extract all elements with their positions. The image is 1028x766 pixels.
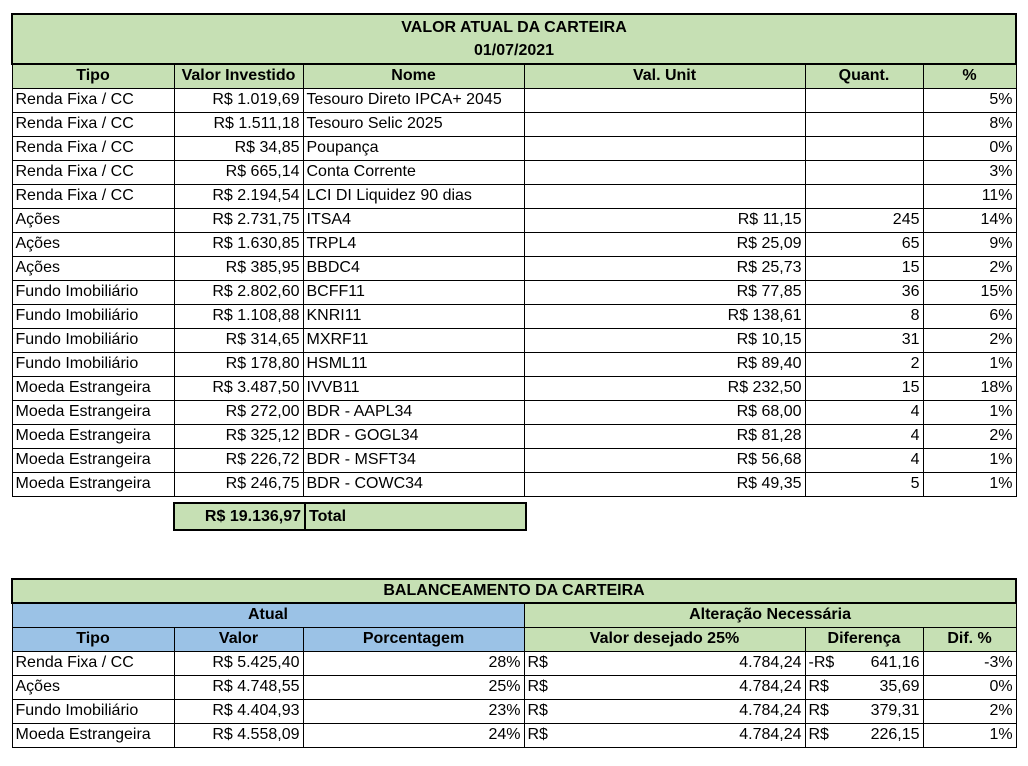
- table-row: [12, 280, 1016, 304]
- group-atual: Atual: [12, 603, 524, 627]
- cell-valor-investido: R$ 3.487,50: [174, 376, 303, 400]
- cell-quant: 15: [805, 376, 923, 400]
- cell-valor: R$ 5.425,40: [174, 651, 303, 675]
- cell-valor-desejado-amount: 4.784,24: [739, 678, 802, 695]
- cell-percent: 14%: [923, 208, 1016, 232]
- total-value: R$ 19.136,97: [174, 503, 305, 530]
- header-valor-investido: Valor Investido: [174, 64, 303, 88]
- cell-quant: 4: [805, 400, 923, 424]
- cell-val-unit: R$ 56,68: [524, 448, 805, 472]
- cell-val-unit: R$ 68,00: [524, 400, 805, 424]
- cell-tipo: Ações: [12, 675, 174, 699]
- cell-percent: 1%: [923, 400, 1016, 424]
- cell-val-unit: R$ 232,50: [524, 376, 805, 400]
- portfolio-title-cell: [12, 14, 1016, 64]
- header-valor: Valor: [174, 627, 303, 651]
- header-porcentagem: Porcentagem: [303, 627, 524, 651]
- cell-quant: 2: [805, 352, 923, 376]
- cell-tipo: Fundo Imobiliário: [12, 699, 174, 723]
- cell-quant: 4: [805, 448, 923, 472]
- cell-diferenca: [805, 675, 923, 699]
- rebalance-title: BALANCEAMENTO DA CARTEIRA: [12, 579, 1016, 603]
- cell-tipo: Moeda Estrangeira: [12, 400, 174, 424]
- cell-quant: 8: [805, 304, 923, 328]
- cell-tipo: Fundo Imobiliário: [12, 280, 174, 304]
- portfolio-table: [11, 13, 1017, 497]
- cell-tipo: Fundo Imobiliário: [12, 328, 174, 352]
- cell-quant: [805, 136, 923, 160]
- cell-nome: LCI DI Liquidez 90 dias: [303, 184, 524, 208]
- cell-diferenca-amount: 379,31: [870, 702, 920, 719]
- table-row: [12, 184, 1016, 208]
- cell-quant: 245: [805, 208, 923, 232]
- cell-val-unit: R$ 81,28: [524, 424, 805, 448]
- cell-val-unit: [524, 184, 805, 208]
- cell-quant: 65: [805, 232, 923, 256]
- table-row: [12, 699, 1016, 723]
- cell-nome: MXRF11: [303, 328, 524, 352]
- cell-percent: 8%: [923, 112, 1016, 136]
- cell-valor-investido: R$ 1.019,69: [174, 88, 303, 112]
- cell-tipo: Renda Fixa / CC: [12, 136, 174, 160]
- cell-valor-investido: R$ 2.194,54: [174, 184, 303, 208]
- table-row: [12, 472, 1016, 496]
- cell-quant: 31: [805, 328, 923, 352]
- header-dif-percent: Dif. %: [923, 627, 1016, 651]
- cell-valor-desejado-currency: R$: [527, 678, 548, 695]
- cell-tipo: Renda Fixa / CC: [12, 184, 174, 208]
- cell-nome: BDR - AAPL34: [303, 400, 524, 424]
- table-row: [12, 208, 1016, 232]
- table-row: [12, 400, 1016, 424]
- portfolio-date: 01/07/2021: [473, 42, 555, 59]
- cell-valor-investido: R$ 385,95: [174, 256, 303, 280]
- cell-val-unit: R$ 89,40: [524, 352, 805, 376]
- table-row: [12, 112, 1016, 136]
- cell-diferenca-amount: 35,69: [879, 678, 920, 695]
- table-row: [12, 424, 1016, 448]
- cell-dif-percent: 2%: [923, 699, 1016, 723]
- cell-dif-percent: 1%: [923, 723, 1016, 747]
- cell-valor: R$ 4.558,09: [174, 723, 303, 747]
- cell-nome: Tesouro Selic 2025: [303, 112, 524, 136]
- rebalance-table: [11, 578, 1017, 748]
- total-label: Total: [305, 503, 526, 530]
- cell-valor-investido: R$ 246,75: [174, 472, 303, 496]
- cell-tipo: Moeda Estrangeira: [12, 472, 174, 496]
- cell-tipo: Ações: [12, 208, 174, 232]
- cell-tipo: Renda Fixa / CC: [12, 651, 174, 675]
- table-row: [12, 328, 1016, 352]
- table-row: [12, 723, 1016, 747]
- cell-nome: Poupança: [303, 136, 524, 160]
- cell-val-unit: [524, 112, 805, 136]
- cell-valor-desejado: [524, 675, 805, 699]
- cell-quant: 15: [805, 256, 923, 280]
- cell-valor: R$ 4.748,55: [174, 675, 303, 699]
- table-row: [12, 304, 1016, 328]
- cell-valor-desejado: [524, 723, 805, 747]
- table-row: [12, 448, 1016, 472]
- cell-valor-desejado-currency: R$: [527, 654, 548, 671]
- table-row: [12, 256, 1016, 280]
- header-tipo: Tipo: [12, 64, 174, 88]
- rebalance-header-row: [12, 627, 1016, 651]
- cell-nome: BDR - COWC34: [303, 472, 524, 496]
- cell-valor-investido: R$ 665,14: [174, 160, 303, 184]
- cell-nome: BBDC4: [303, 256, 524, 280]
- cell-porcentagem: 24%: [303, 723, 524, 747]
- cell-tipo: Moeda Estrangeira: [12, 448, 174, 472]
- header-diferenca: Diferença: [805, 627, 923, 651]
- cell-nome: TRPL4: [303, 232, 524, 256]
- cell-val-unit: [524, 88, 805, 112]
- cell-tipo: Ações: [12, 232, 174, 256]
- header-tipo: Tipo: [12, 627, 174, 651]
- cell-valor-investido: R$ 178,80: [174, 352, 303, 376]
- cell-nome: HSML11: [303, 352, 524, 376]
- cell-quant: 36: [805, 280, 923, 304]
- cell-valor-desejado-amount: 4.784,24: [739, 702, 802, 719]
- cell-quant: 5: [805, 472, 923, 496]
- cell-valor-desejado-amount: 4.784,24: [739, 726, 802, 743]
- cell-nome: BDR - GOGL34: [303, 424, 524, 448]
- cell-valor-investido: R$ 325,12: [174, 424, 303, 448]
- cell-valor-investido: R$ 2.802,60: [174, 280, 303, 304]
- header-nome: Nome: [303, 64, 524, 88]
- cell-percent: 2%: [923, 424, 1016, 448]
- cell-diferenca-currency: -R$: [808, 654, 835, 671]
- cell-val-unit: R$ 10,15: [524, 328, 805, 352]
- cell-val-unit: [524, 136, 805, 160]
- cell-diferenca-currency: R$: [808, 702, 829, 719]
- cell-diferenca-amount: 641,16: [870, 654, 920, 671]
- table-row: [12, 88, 1016, 112]
- cell-tipo: Renda Fixa / CC: [12, 112, 174, 136]
- cell-percent: 11%: [923, 184, 1016, 208]
- cell-tipo: Moeda Estrangeira: [12, 723, 174, 747]
- cell-quant: [805, 184, 923, 208]
- cell-tipo: Fundo Imobiliário: [12, 352, 174, 376]
- group-alteracao: Alteração Necessária: [524, 603, 1016, 627]
- cell-val-unit: [524, 160, 805, 184]
- cell-diferenca: [805, 651, 923, 675]
- cell-quant: 4: [805, 424, 923, 448]
- cell-dif-percent: -3%: [923, 651, 1016, 675]
- cell-nome: ITSA4: [303, 208, 524, 232]
- table-row: [12, 136, 1016, 160]
- cell-percent: 15%: [923, 280, 1016, 304]
- cell-valor-investido: R$ 314,65: [174, 328, 303, 352]
- cell-quant: [805, 160, 923, 184]
- cell-valor-desejado: [524, 699, 805, 723]
- cell-diferenca-currency: R$: [808, 678, 829, 695]
- header-quant: Quant.: [805, 64, 923, 88]
- cell-porcentagem: 28%: [303, 651, 524, 675]
- cell-val-unit: R$ 25,73: [524, 256, 805, 280]
- cell-valor-investido: R$ 34,85: [174, 136, 303, 160]
- cell-val-unit: R$ 138,61: [524, 304, 805, 328]
- cell-nome: KNRI11: [303, 304, 524, 328]
- cell-valor-investido: R$ 226,72: [174, 448, 303, 472]
- cell-tipo: Moeda Estrangeira: [12, 424, 174, 448]
- portfolio-header-row: [12, 64, 1016, 88]
- cell-tipo: Fundo Imobiliário: [12, 304, 174, 328]
- cell-nome: IVVB11: [303, 376, 524, 400]
- cell-percent: 1%: [923, 472, 1016, 496]
- cell-percent: 3%: [923, 160, 1016, 184]
- cell-percent: 2%: [923, 256, 1016, 280]
- cell-quant: [805, 112, 923, 136]
- cell-valor-investido: R$ 272,00: [174, 400, 303, 424]
- table-row: [12, 160, 1016, 184]
- cell-valor-investido: R$ 1.108,88: [174, 304, 303, 328]
- table-row: [12, 651, 1016, 675]
- cell-nome: BDR - MSFT34: [303, 448, 524, 472]
- cell-percent: 1%: [923, 352, 1016, 376]
- cell-valor-desejado-currency: R$: [527, 726, 548, 743]
- cell-tipo: Renda Fixa / CC: [12, 160, 174, 184]
- cell-nome: Tesouro Direto IPCA+ 2045: [303, 88, 524, 112]
- cell-percent: 5%: [923, 88, 1016, 112]
- cell-dif-percent: 0%: [923, 675, 1016, 699]
- portfolio-total: [173, 502, 527, 531]
- cell-val-unit: R$ 77,85: [524, 280, 805, 304]
- portfolio-title: VALOR ATUAL DA CARTEIRA: [401, 19, 627, 36]
- table-row: [12, 232, 1016, 256]
- cell-percent: 2%: [923, 328, 1016, 352]
- cell-valor-desejado-amount: 4.784,24: [739, 654, 802, 671]
- cell-valor-investido: R$ 1.511,18: [174, 112, 303, 136]
- cell-valor: R$ 4.404,93: [174, 699, 303, 723]
- cell-nome: BCFF11: [303, 280, 524, 304]
- cell-val-unit: R$ 49,35: [524, 472, 805, 496]
- table-row: [12, 376, 1016, 400]
- cell-percent: 1%: [923, 448, 1016, 472]
- cell-tipo: Moeda Estrangeira: [12, 376, 174, 400]
- cell-valor-investido: R$ 1.630,85: [174, 232, 303, 256]
- cell-val-unit: R$ 11,15: [524, 208, 805, 232]
- cell-percent: 6%: [923, 304, 1016, 328]
- table-row: [12, 352, 1016, 376]
- cell-val-unit: R$ 25,09: [524, 232, 805, 256]
- cell-porcentagem: 23%: [303, 699, 524, 723]
- cell-valor-desejado: [524, 651, 805, 675]
- cell-valor-desejado-currency: R$: [527, 702, 548, 719]
- cell-nome: Conta Corrente: [303, 160, 524, 184]
- cell-diferenca-amount: 226,15: [870, 726, 920, 743]
- cell-tipo: Ações: [12, 256, 174, 280]
- cell-quant: [805, 88, 923, 112]
- cell-tipo: Renda Fixa / CC: [12, 88, 174, 112]
- cell-valor-investido: R$ 2.731,75: [174, 208, 303, 232]
- cell-percent: 18%: [923, 376, 1016, 400]
- table-row: [12, 675, 1016, 699]
- cell-diferenca-currency: R$: [808, 726, 829, 743]
- cell-porcentagem: 25%: [303, 675, 524, 699]
- header-valor-desejado: Valor desejado 25%: [524, 627, 805, 651]
- header-val-unit: Val. Unit: [524, 64, 805, 88]
- cell-percent: 9%: [923, 232, 1016, 256]
- cell-percent: 0%: [923, 136, 1016, 160]
- cell-diferenca: [805, 723, 923, 747]
- cell-diferenca: [805, 699, 923, 723]
- header-percent: %: [923, 64, 1016, 88]
